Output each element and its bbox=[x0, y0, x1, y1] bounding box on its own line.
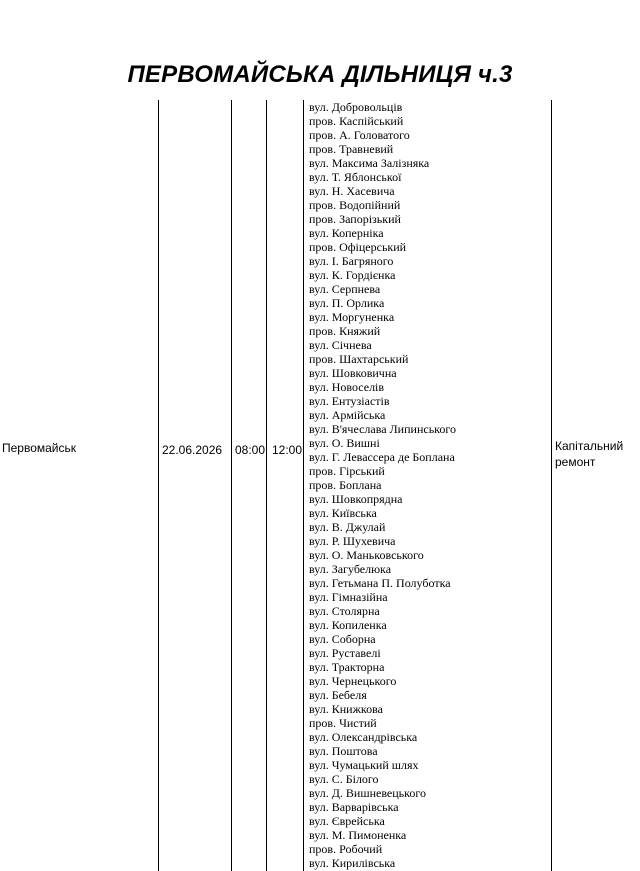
street-item: пров. Чистий bbox=[309, 716, 377, 730]
table-column-divider bbox=[158, 100, 159, 871]
street-item: вул. Кирилівська bbox=[309, 856, 396, 870]
street-item: вул. Гімназійна bbox=[309, 590, 388, 604]
time-to-cell: 12:00 bbox=[272, 443, 303, 457]
street-item: вул. К. Гордієнка bbox=[309, 268, 396, 282]
street-item: вул. О. Маньковського bbox=[309, 548, 424, 562]
street-item: пров. А. Головатого bbox=[309, 128, 410, 142]
street-item: вул. Загубелюка bbox=[309, 562, 392, 576]
works-type-cell: Капітальний ремонт bbox=[555, 439, 624, 469]
street-item: вул. Бебеля bbox=[309, 688, 367, 702]
table-column-divider bbox=[231, 100, 232, 871]
street-item: вул. Серпнева bbox=[309, 282, 381, 296]
street-item: вул. Чернецького bbox=[309, 674, 397, 688]
street-item: вул. Р. Шухевича bbox=[309, 534, 396, 548]
street-item: вул. Добровольців bbox=[309, 100, 403, 114]
street-item: вул. Ентузіастів bbox=[309, 394, 390, 408]
street-item: вул. Єврейська bbox=[309, 814, 385, 828]
street-item: вул. Київська bbox=[309, 506, 377, 520]
street-item: вул. Соборна bbox=[309, 632, 376, 646]
street-item: вул. Копиленка bbox=[309, 618, 387, 632]
street-item: вул. В. Джулай bbox=[309, 520, 386, 534]
table-column-divider bbox=[266, 100, 267, 871]
street-item: вул. Олександрівська bbox=[309, 730, 418, 744]
street-item: пров. Шахтарський bbox=[309, 352, 409, 366]
street-item: вул. Т. Яблонської bbox=[309, 170, 402, 184]
street-list bbox=[309, 100, 549, 870]
table-column-divider bbox=[551, 100, 552, 871]
street-item: вул. В'ячеслава Липинського bbox=[309, 422, 457, 436]
table-column-divider bbox=[303, 100, 304, 871]
street-item: вул. Чумацький шлях bbox=[309, 758, 419, 772]
street-item: пров. Робочий bbox=[309, 842, 383, 856]
street-item: вул. Тракторна bbox=[309, 660, 385, 674]
street-item: вул. О. Вишні bbox=[309, 436, 380, 450]
street-item: вул. Книжкова bbox=[309, 702, 383, 716]
street-item: пров. Княжий bbox=[309, 324, 381, 338]
street-item: вул. І. Багряного bbox=[309, 254, 394, 268]
street-item: вул. Руставелі bbox=[309, 646, 381, 660]
street-item: вул. Поштова bbox=[309, 744, 378, 758]
date-cell: 22.06.2026 bbox=[162, 443, 223, 457]
page-title: ПЕРВОМАЙСЬКА ДІЛЬНИЦЯ ч.3 bbox=[127, 61, 513, 88]
street-item: вул. Новоселів bbox=[309, 380, 385, 394]
street-item: пров. Травневий bbox=[309, 142, 394, 156]
settlement-cell: Первомайськ bbox=[2, 441, 77, 455]
street-item: вул. М. Пимоненка bbox=[309, 828, 407, 842]
street-item: вул. Максима Залізняка bbox=[309, 156, 430, 170]
street-item: вул. Шовкопрядна bbox=[309, 492, 403, 506]
street-item: пров. Запорізький bbox=[309, 212, 401, 226]
street-item: пров. Водопійний bbox=[309, 198, 401, 212]
street-item: вул. Столярна bbox=[309, 604, 380, 618]
street-item: пров. Боплана bbox=[309, 478, 382, 492]
street-item: вул. Коперніка bbox=[309, 226, 384, 240]
street-item: пров. Офіцерський bbox=[309, 240, 407, 254]
street-item: вул. Варварівська bbox=[309, 800, 399, 814]
street-item: вул. Армійська bbox=[309, 408, 386, 422]
street-item: вул. С. Білого bbox=[309, 772, 379, 786]
street-item: пров. Каспійський bbox=[309, 114, 404, 128]
street-item: вул. Моргуненка bbox=[309, 310, 395, 324]
street-item: вул. П. Орлика bbox=[309, 296, 385, 310]
street-item: вул. Січнева bbox=[309, 338, 372, 352]
street-item: вул. Шовковична bbox=[309, 366, 397, 380]
street-item: вул. Г. Левассера де Боплана bbox=[309, 450, 455, 464]
street-item: пров. Гірський bbox=[309, 464, 385, 478]
time-from-cell: 08:00 bbox=[235, 443, 266, 457]
street-item: вул. Д. Вишневецького bbox=[309, 786, 426, 800]
street-item: вул. Гетьмана П. Полуботка bbox=[309, 576, 451, 590]
street-item: вул. Н. Хасевича bbox=[309, 184, 395, 198]
